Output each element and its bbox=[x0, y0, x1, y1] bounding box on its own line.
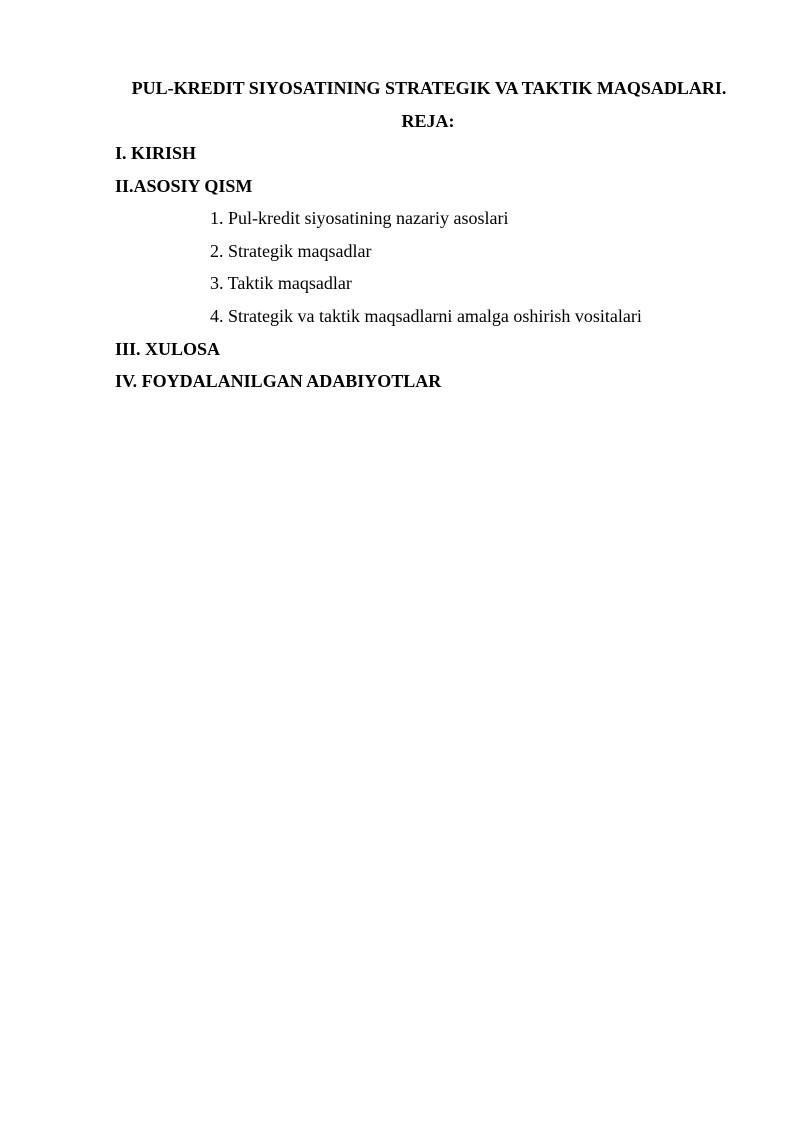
section-conclusion: III. XULOSA bbox=[115, 339, 221, 359]
list-item: 3. Taktik maqsadlar bbox=[210, 273, 352, 293]
section-references: IV. FOYDALANILGAN ADABIYOTLAR bbox=[115, 371, 442, 391]
list-item: 1. Pul-kredit siyosatining nazariy asoslari bbox=[210, 208, 509, 228]
list-item: 2. Strategik maqsadlar bbox=[210, 241, 372, 261]
plan-heading: REJA: bbox=[401, 111, 455, 131]
section-main-part: II.ASOSIY QISM bbox=[115, 176, 253, 196]
document-title: PUL-KREDIT SIYOSATINING STRATEGIK VA TAKTIK MAQSADLARI. bbox=[131, 78, 727, 98]
list-item: 4. Strategik va taktik maqsadlarni amalga oshirish vositalari bbox=[210, 306, 642, 326]
section-introduction: I. KIRISH bbox=[115, 143, 197, 163]
